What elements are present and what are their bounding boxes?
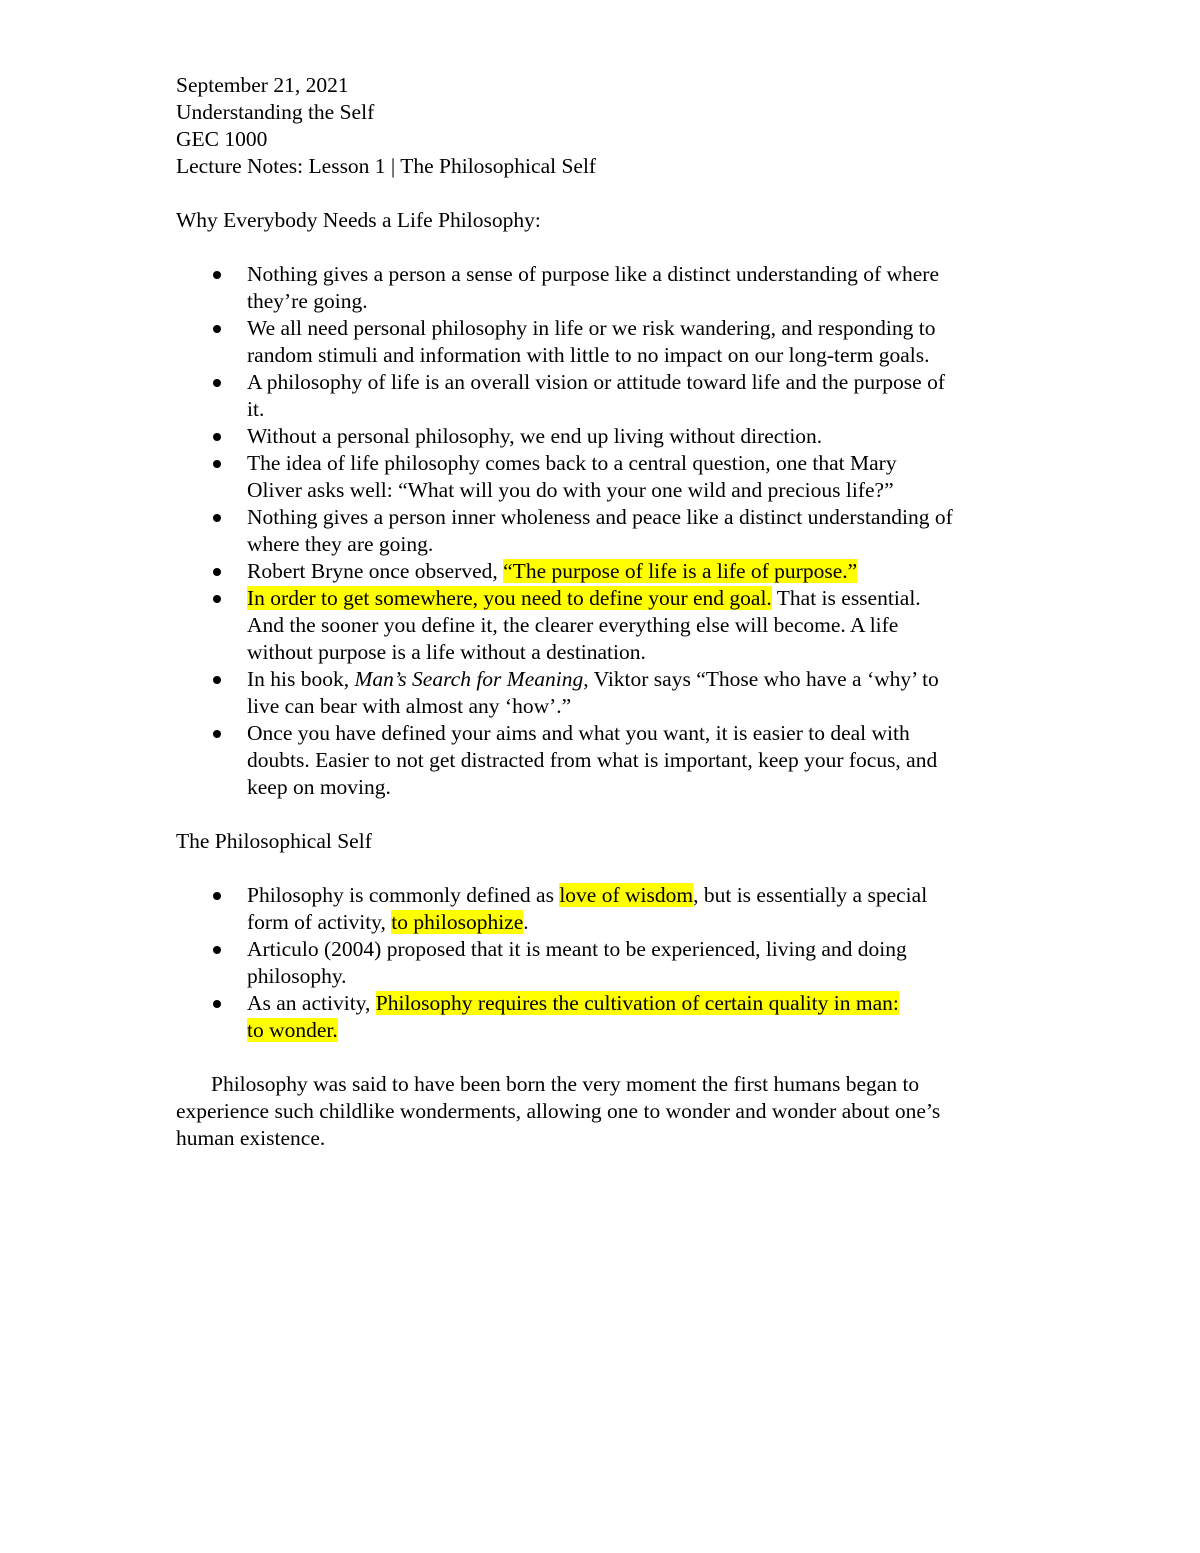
list-item: [176, 315, 1036, 369]
bullet-icon: [213, 946, 221, 954]
philosophical-self-list: [176, 882, 1036, 1044]
list-item-text: [247, 585, 1036, 612]
plain-text: Philosophy is commonly defined as: [247, 883, 560, 907]
plain-text: , but is essentially a special: [693, 883, 928, 907]
list-item-text: without purpose is a life without a destination.: [247, 640, 646, 664]
bullet-icon: [213, 271, 221, 279]
spacer: [176, 234, 1036, 261]
spacer: [176, 801, 1036, 828]
list-item-text: they’re going.: [247, 289, 368, 313]
list-item-text: Articulo (2004) proposed that it is meant to be experienced, living and doing: [247, 937, 907, 961]
list-item: [176, 450, 1036, 504]
list-item-text: where they are going.: [247, 532, 434, 556]
list-item-text: it.: [247, 397, 265, 421]
list-item: [176, 369, 1036, 423]
bullet-icon: [213, 325, 221, 333]
list-item-text: Nothing gives a person inner wholeness and peace like a distinct understanding of: [247, 505, 953, 529]
section-heading-life-philosophy: Why Everybody Needs a Life Philosophy:: [176, 208, 541, 232]
list-item-text: [247, 1017, 1036, 1044]
list-item-text: Without a personal philosophy, we end up living without direction.: [247, 424, 823, 448]
bullet-icon: [213, 595, 221, 603]
list-item: [176, 882, 1036, 936]
list-item-text: And the sooner you define it, the clearer everything else will become. A life: [247, 613, 899, 637]
list-item-text: philosophy.: [247, 964, 347, 988]
list-item-text: keep on moving.: [247, 775, 391, 799]
list-item: [176, 504, 1036, 558]
list-item: [176, 666, 1036, 720]
lecture-title: Lecture Notes: Lesson 1 | The Philosophical Self: [176, 154, 597, 178]
paragraph-line: Philosophy was said to have been born the very moment the first humans began to: [211, 1072, 920, 1096]
list-item: [176, 261, 1036, 315]
bullet-icon: [213, 730, 221, 738]
list-item: [176, 558, 1036, 585]
paragraph-line: human existence.: [176, 1126, 326, 1150]
spacer: [176, 180, 1036, 207]
list-item-text: random stimuli and information with little to no impact on our long-term goals.: [247, 343, 930, 367]
list-item: [176, 936, 1036, 990]
list-item-text: We all need personal philosophy in life or we risk wandering, and responding to: [247, 316, 936, 340]
list-item-text: The idea of life philosophy comes back to a central question, one that Mary: [247, 451, 897, 475]
plain-text: In his book,: [247, 667, 355, 691]
list-item-text: Once you have defined your aims and what you want, it is easier to deal with: [247, 721, 910, 745]
plain-text: form of activity,: [247, 910, 392, 934]
plain-text: As an activity,: [247, 991, 376, 1015]
spacer: [176, 855, 1036, 882]
plain-text: That is essential.: [771, 586, 921, 610]
plain-text: , Viktor says “Those who have a ‘why’ to: [583, 667, 939, 691]
list-item-text: [247, 990, 1036, 1017]
spacer: [176, 1044, 1036, 1071]
document-page: [176, 72, 1036, 1152]
bullet-icon: [213, 514, 221, 522]
highlighted-text: to wonder.: [247, 1018, 338, 1042]
list-item-text: [247, 909, 1036, 936]
list-item-text: [247, 558, 1036, 585]
list-item-text: doubts. Easier to not get distracted from what is important, keep your focus, and: [247, 748, 938, 772]
list-item-text: A philosophy of life is an overall vision or attitude toward life and the purpose of: [247, 370, 946, 394]
course-code: GEC 1000: [176, 127, 268, 151]
highlighted-quote: “The purpose of life is a life of purpose.”: [503, 559, 858, 583]
bullet-icon: [213, 1000, 221, 1008]
highlighted-text: Philosophy requires the cultivation of certain quality in man:: [375, 991, 899, 1015]
bullet-icon: [213, 433, 221, 441]
bullet-icon: [213, 460, 221, 468]
section-heading-philosophical-self: The Philosophical Self: [176, 829, 372, 853]
list-item-text: live can bear with almost any ‘how’.”: [247, 694, 572, 718]
list-item-text: Oliver asks well: “What will you do with your one wild and precious life?”: [247, 478, 894, 502]
list-item-text: [247, 666, 1036, 693]
bullet-icon: [213, 379, 221, 387]
book-title: Man’s Search for Meaning: [354, 667, 584, 691]
highlighted-text: love of wisdom: [559, 883, 694, 907]
list-item: [176, 585, 1036, 666]
plain-text: .: [523, 910, 529, 934]
document-date: September 21, 2021: [176, 73, 349, 97]
list-item-text: Nothing gives a person a sense of purpose like a distinct understanding of where: [247, 262, 940, 286]
bullet-icon: [213, 676, 221, 684]
list-item: [176, 423, 1036, 450]
bullet-icon: [213, 892, 221, 900]
closing-paragraph: [176, 1071, 1036, 1152]
plain-text: Robert Bryne once observed,: [247, 559, 504, 583]
bullet-icon: [213, 568, 221, 576]
list-item: [176, 990, 1036, 1044]
list-item: [176, 720, 1036, 801]
list-item-text: [247, 882, 1036, 909]
highlighted-text: to philosophize: [391, 910, 524, 934]
paragraph-line: experience such childlike wonderments, allowing one to wonder and wonder about one’s: [176, 1099, 941, 1123]
life-philosophy-list: [176, 261, 1036, 801]
highlighted-text: In order to get somewhere, you need to define your end goal.: [247, 586, 772, 610]
course-title: Understanding the Self: [176, 100, 375, 124]
